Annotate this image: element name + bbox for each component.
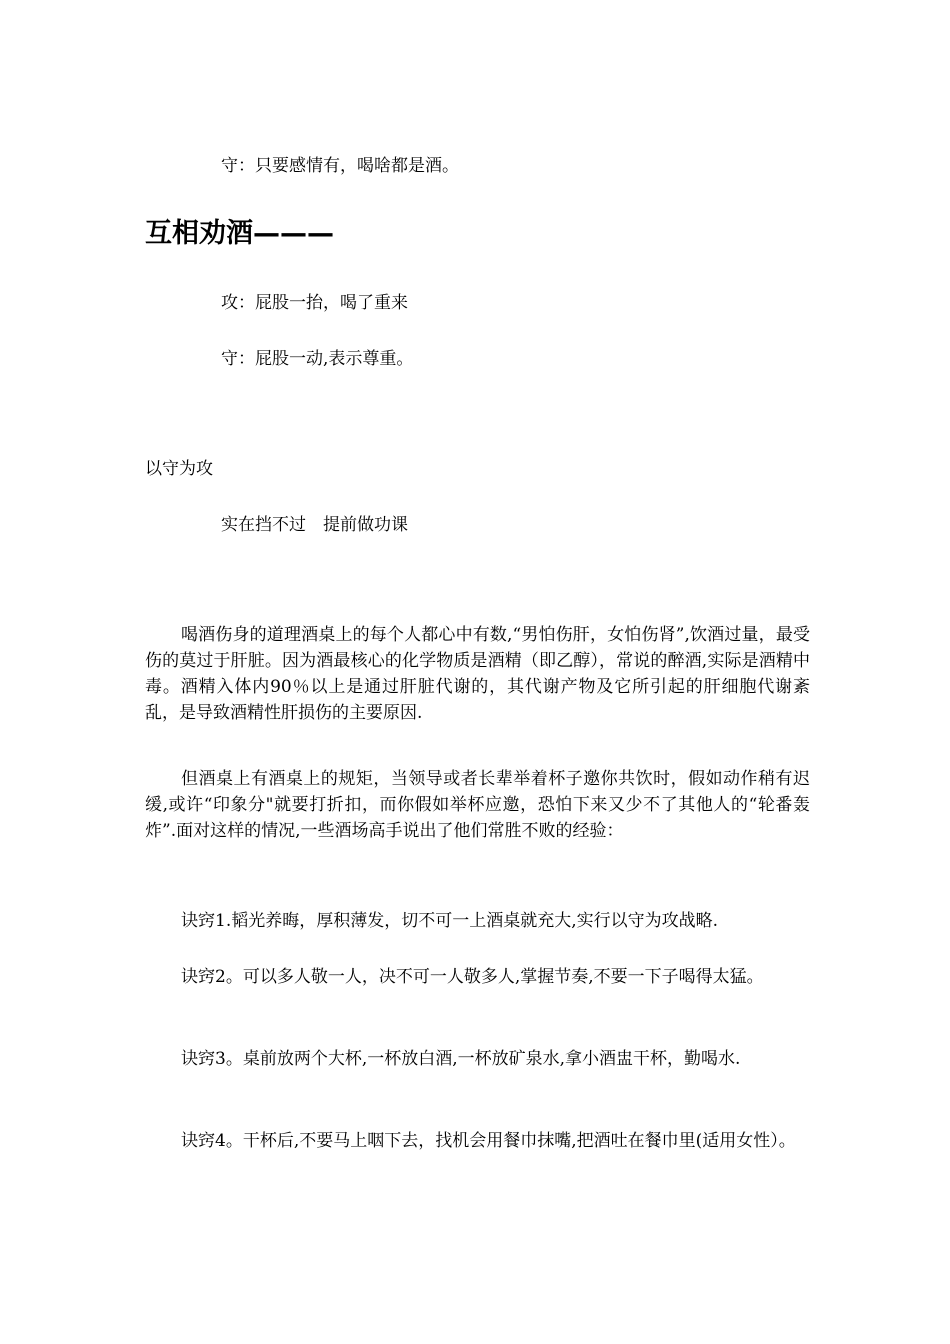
defense-line-1: 守：只要感情有，喝啥都是酒。 [221,156,459,176]
paragraph-liver-damage: 喝酒伤身的道理酒桌上的每个人都心中有数,“男怕伤肝，女怕伤肾”,饮酒过量，最受伤的莫过于肝脏。因为酒最核心的化学物质是酒精（即乙醇），常说的醉酒,实际是酒精中毒。酒精入体内90％以上是通过肝脏代谢的，其代谢产物及它所引起的肝细胞代谢紊乱，是导致酒精性肝损伤的主要原因. [145,625,810,723]
section-heading: 互相劝酒——— [145,218,334,249]
paragraph-tip-3: 诀窍3。桌前放两个大杯,一杯放白酒,一杯放矿泉水,拿小酒盅干杯，勤喝水. [181,1049,741,1069]
defense-line-2: 守：屁股一动,表示尊重。 [221,349,414,369]
paragraph-tip-1: 诀窍1.韬光养晦，厚积薄发，切不可一上酒桌就充大,实行以守为攻战略. [181,911,719,931]
tip-line: 实在挡不过 提前做功课 [221,515,408,535]
paragraph-tip-2: 诀窍2。可以多人敬一人，决不可一人敬多人,掌握节奏,不要一下子喝得太猛。 [181,967,764,987]
paragraph-drinking-rules: 但酒桌上有酒桌上的规矩，当领导或者长辈举着杯子邀你共饮时，假如动作稍有迟缓,或许“印象分"就要打折扣，而你假如举杯应邀，恐怕下来又少不了其他人的“轮番轰炸”.面对这样的情况,一些酒场高手说出了他们常胜不败的经验： [145,769,810,841]
paragraph-tip-4: 诀窍4。干杯后,不要马上咽下去，找机会用餐巾抹嘴,把酒吐在餐巾里(适用女性）。 [181,1131,796,1151]
section-label: 以守为攻 [145,459,213,479]
attack-line-2: 攻：屁股一抬，喝了重来 [221,293,408,313]
